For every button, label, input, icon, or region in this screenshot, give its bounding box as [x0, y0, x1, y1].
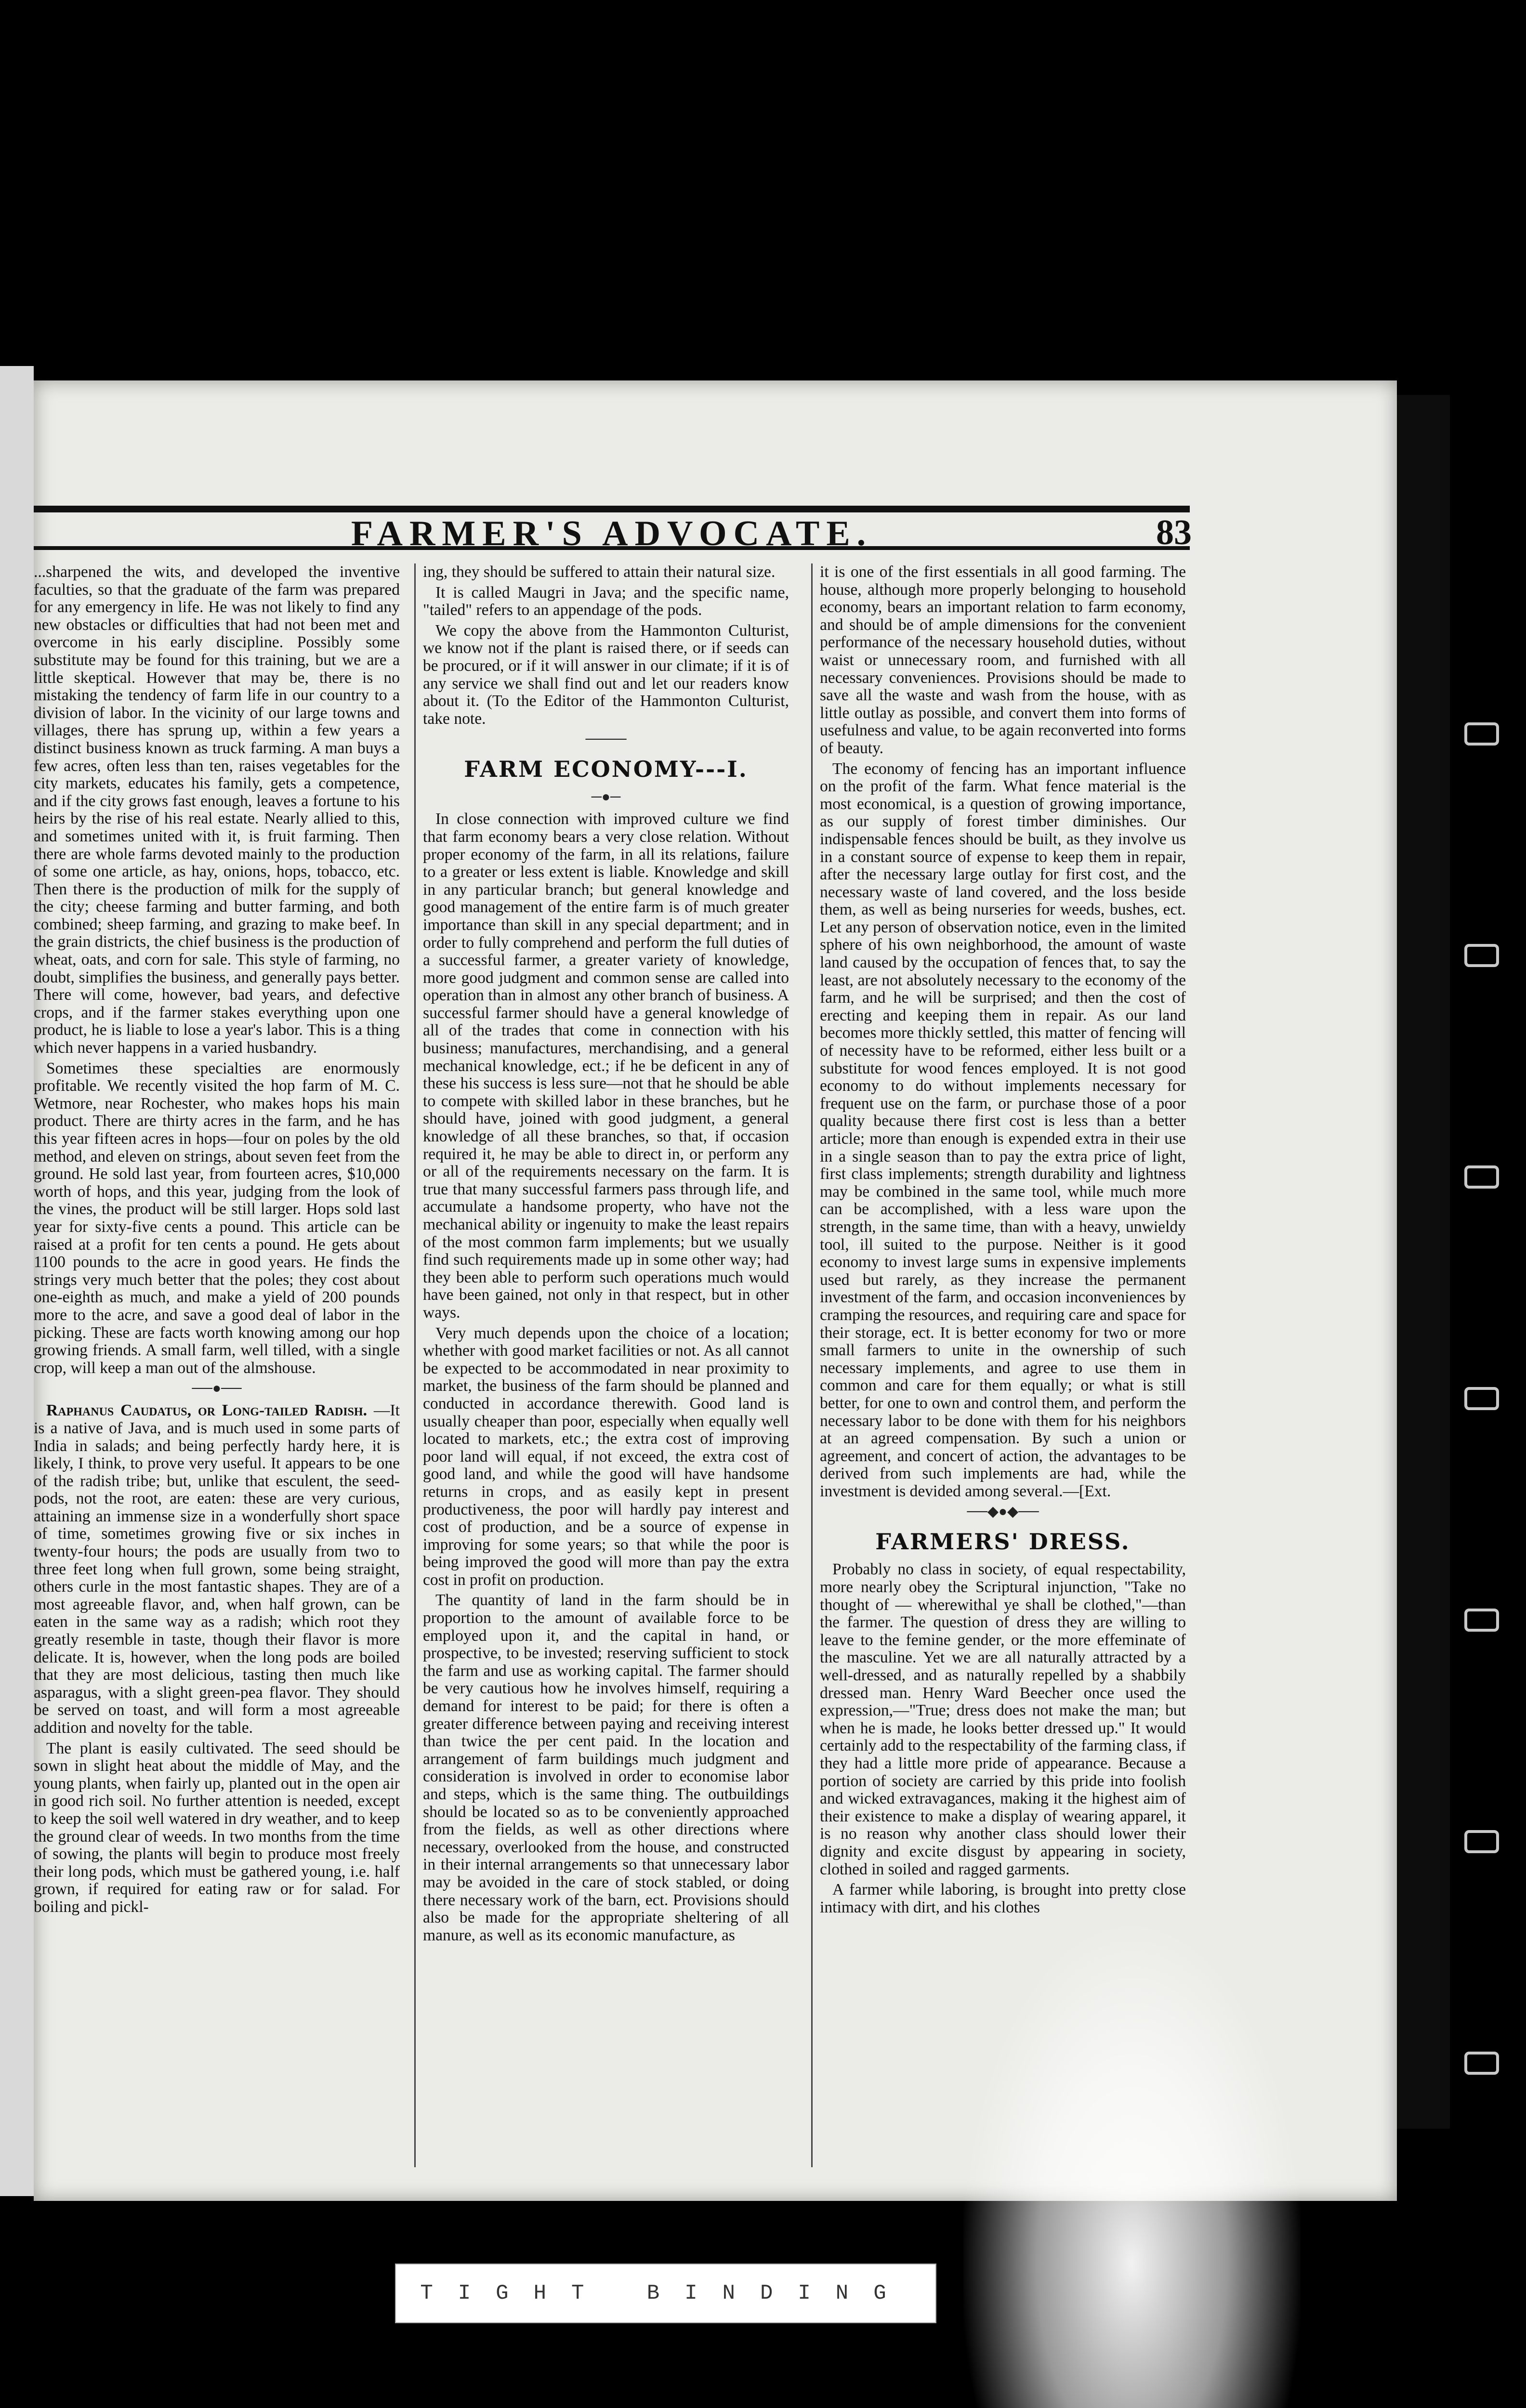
raphanus-headline: Raphanus Caudatus, or Long-tailed Radish. — [46, 1401, 367, 1420]
section-divider: ──── — [585, 731, 627, 747]
article-paragraph: Very much depends upon the choice of a location; whether with good market facilities or not. As all cannot be expected to be accommodated in near proximity to market, the business of the farm should be planned and conducted in accordance therewith. Good land is usually cheaper than poor, especially when equally well located to markets, etc.; the extra cost of improving poor land will equal, if not exceed, the extra cost of good land, and while the good will have handsome returns in crops, and as easily kept in present productiveness, the poor will hardly pay interest and cost of production, and be a source of expense in improving for some years; so that while the poor is being improved the good will more than pay the extra cost in profit on production. — [423, 1324, 789, 1589]
masthead-title: FARMER'S ADVOCATE. — [351, 514, 873, 553]
article-paragraph: We copy the above from the Hammonton Culturist, we know not if the plant is raised there, or if seeds can be procured, or if it will answer in our climate; if it is of any service we shall find out and let our readers know about it. (To the Editor of the Hammonton Culturist, take note. — [423, 621, 789, 728]
article-paragraph: In close connection with improved culture we find that farm economy bears a very close relation. Without proper economy of the farm, in all its relations, failure to a greater or less extent is liable. Knowledge and skill in any particular branch; but general knowledge and good management of the entire farm is of much greater importance than skill in any special department; and in order to fully comprehend and perform the full duties of a successful farmer, a greater variety of knowledge, more good judgment and common sense are called into operation than in almost any other branch of business. A successful farmer should have a general knowledge of all of the trades that come in connection with his business; manufactures, merchandising, and a general mechanical knowledge, ect.; if he be deficent in any of these his success is less sure—not that he should be able to compete with skilled labor in these branches, but he should have, joined with good judgment, a general knowledge of all these branches, so that, if occasion required it, he may be able to direct in, or perform any or all of the requirements necessary on the farm. It is true that many successful farmers pass through life, and accumulate a handsome property, who have not the mechanical ability or ingenuity to make the least repairs of the most common farm implements; but we usually find such requirements made up in some other way; had they been able to perform such operations much would have been gained, not only in that respect, but in other ways. — [423, 810, 789, 1322]
sprocket-hole — [1464, 1609, 1499, 1632]
article-column-1 — [34, 563, 400, 2167]
column-rule — [811, 563, 813, 2167]
article-paragraph: The economy of fencing has an important influence on the profit of the farm. What fence material is the most economical, is a question of growing importance, as our supply of forest timber diminishes. Our indispensable fences should be built, as they involve us in a constant source of expense to keep them in repair, after the necessary large outlay for first cost, and the necessary waste of land covered, and the loss beside them, as well as being nurseries for weeds, bushes, ect. Let any person of observation notice, even in the limited sphere of his own neighborhood, the amount of waste land caused by the occupation of fences that, to say the least, are not absolutely necessary to the economy of the farm, and he will be surprised; and then the cost of erecting and keeping them in repair. As our land becomes more thickly settled, this matter of fencing will of necessity have to be reformed, either less built or a substitute for wood fences employed. It is not good economy to do without implements necessary for frequent use on the farm, or purchase those of a poor quality because there first cost is less than a better article; more than enough is expended extra in their use in a single season than to pay the extra price of light, first class implements; strength durability and lightness may be combined in the same tool, while much more can be accomplished, with a less ware upon the strength, in the same time, than with a heavy, unwieldy tool, ill suited to the purpose. Neither is it good economy to invest large sums in expensive implements used but rarely, as they increase the permanent investment of the farm, and occasion inconveniences by cramping the resources, and requiring care and space for their storage, ect. It is better economy for two or more small farmers to unite in the ownership of such necessary implements, and agree to use them in common and care for them equally; or what is still better, for one to own and control them, and perform the necessary labor to be done with them for his neighbors at an agreed compensation. By such a union or agreement, and concert of action, the advantages to be derived from such implements are had, while the investment is devided among several.—[Ext. — [820, 759, 1186, 1500]
film-edge-left — [0, 366, 34, 2196]
section-divider: ──◆●◆── — [967, 1504, 1039, 1520]
article-paragraph: The plant is easily cultivated. The seed should be sown in slight heat about the middle of May, and the young plants, when fairly up, planted out in the open air in good rich soil. No further attention is needed, except to keep the soil well watered in dry weather, and to keep the ground clear of weeds. In two months from the time of sowing, the plants will begin to produce most freely their long pods, which must be gathered young, i.e. half grown, if required for eating raw or for salad. For boiling and pickl- — [34, 1739, 400, 1916]
page-header — [34, 506, 1192, 553]
farm-economy-headline: FARM ECONOMY---I. — [464, 756, 748, 783]
article-paragraph: The quantity of land in the farm should be in proportion to the amount of available force to be employed upon it, and the capital in hand, or prospective, to be invested; reserving sufficient to stock the farm and use as working capital. The farmer should be very cautious how he involves himself, requiring a demand for interest to be paid; for there is often a greater difference between paying and receiving interest than twice the per cent paid. In the location and arrangement of farm buildings much judgment and consideration is involved in order to economise labor and steps, which is the same thing. The outbuildings should be located so as to be conveniently approached from the fields, as well as other directions where necessary, overlooked from the house, and constructed in their internal arrangements so that unnecessary labor may be avoided in the care of stock stabled, or doing there necessary work of the barn, ect. Provisions should also be made for the appropriate sheltering of all manure, as well as its economic manufacture, as — [423, 1591, 789, 1944]
article-paragraph: it is one of the first essentials in all good farming. The house, although more properly belonging to household economy, bears an important relation to farm economy, and should be of ample dimensions for the convenient performance of the necessary household duties, without waist or unnecessary room, and furnished with all necessary conveniences. Provisions should be made to save all the waste and wash from the house, with as little outlay as possible, and convert them into forms of usefulness and value, to be again reconverted into forms of beauty. — [820, 563, 1186, 757]
article-paragraph: Sometimes these specialties are enormously profitable. We recently visited the hop farm of M. C. Wetmore, near Rochester, who makes hops his main product. There are thirty acres in the farm, and he has this year fifteen acres in hops—four on poles by the old method, and eleven on strings, about seven feet from the ground. He sold last year, from fourteen acres, $10,000 worth of hops, and this year, judging from the look of the vines, the product will be still larger. Hops sold last year for sixty-five cents a pound. This article can be raised at a profit for ten cents a pound. He gets about 1100 pounds to the acre in good years. He finds the strings very much better that the poles; they cost about one-eighth as much, and make a yield of 200 pounds more to the acre, and save a good deal of labor in the picking. These are facts worth knowing among our hop growing friends. A small farm, well tilled, with a single crop, will keep a man out of the almshouse. — [34, 1059, 400, 1377]
article-paragraph: A farmer while laboring, is brought into pretty close intimacy with dirt, and his clothes — [820, 1881, 1186, 1916]
section-divider: ─●─ — [591, 789, 621, 805]
farmers-dress-headline: FARMERS' DRESS. — [875, 1529, 1131, 1555]
article-paragraph: It is called Maugri in Java; and the specific name, "tailed" refers to an appendage of the pods. — [423, 583, 789, 619]
tight-binding-label: TIGHT BINDING — [395, 2264, 936, 2323]
film-sprocket-holes — [1464, 722, 1508, 2264]
scan-glare — [963, 1926, 1301, 2408]
section-divider: ──●── — [192, 1380, 242, 1397]
article-paragraph: ...sharpened the wits, and developed the inventive faculties, so that the graduate of the farm was prepared for any emergency in life. He was not likely to find any new obstacles or difficulties that had not been met and overcome in his early discipline. Possibly some substitute may be found for this training, but we are a little skeptical. However that may be, there is no mistaking the tendency of farm life in our country to a division of labor. In the vicinity of our large towns and villages, there has sprung up, within a few years a distinct business known as truck farming. A man buys a few acres, often less than ten, raises vegetables for the city markets, educates his family, gets a competence, and if the city grows fast enough, leaves a fortune to his heirs by the rise of his real estate. Nearly allied to this, and sometimes united with it, is fruit farming. Then there are whole farms devoted mainly to the production of some one article, as hay, onions, hops, tobacco, etc. Then there is the production of milk for the supply of the city; cheese farming and butter farming, and both combined; sheep farming, and grazing to make beef. In the grain districts, the chief business is the production of wheat, oats, and corn for sale. This style of farming, no doubt, simplifies the business, and generally pays better. There will come, however, bad years, and defective crops, and if the farmer stakes everything upon one product, he is liable to lose a year's labor. This is a thing which never happens in a varied husbandry. — [34, 563, 400, 1057]
sprocket-hole — [1464, 1165, 1499, 1189]
page-number: 83 — [1156, 513, 1192, 552]
article-paragraph: —It is a native of Java, and is much used in some parts of India in salads; and being perfectly hardy here, it is likely, I think, to prove very useful. It appears to be one of the radish tribe; but, unlike that esculent, the seed-pods, not the root, are eaten: these are very curious, attaining an immense size in a wonderfully short space of time, sometimes growing five or six inches in twenty-four hours; the pods are usually from two to three feet long when full grown, some being straight, others curle in the most fantastic shapes. They are of a most agreeable flavor, and, when half grown, can be eaten in the same way as a radish; which root they greatly resemble in taste, though their flavor is more delicate. It is, however, when the long pods are boiled that they are most delicious, tasting then much like asparagus, with a slight green-pea flavor. They should be served on toast, and will form a most agreeable addition and novelty for the table. — [34, 1401, 400, 1737]
sprocket-hole — [1464, 722, 1499, 746]
article-paragraph: ing, they should be suffered to attain their natural size. — [423, 563, 776, 581]
sprocket-hole — [1464, 1830, 1499, 1853]
sprocket-hole — [1464, 2052, 1499, 2075]
article-column-2 — [423, 563, 789, 2167]
raphanus-article — [34, 1402, 400, 1737]
sprocket-hole — [1464, 944, 1499, 967]
column-rule — [414, 563, 416, 2167]
article-paragraph: Probably no class in society, of equal respectability, more nearly obey the Scriptural injunction, "Take no thought of — wherewithal ye shall be clothed,"—than the farmer. The question of dress they are willing to leave to the femine gender, or the more effeminate of the masculine. Yet we are all naturally attracted by a well-dressed, and as naturally repelled by a shabbily dressed man. Henry Ward Beecher once used the expression,—"True; dress does not make the man; but when he is made, he looks better dressed up." It would certainly add to the respectability of the farming class, if they had a little more pride of appearance. Because a portion of society are carried by this pride into foolish and wicked extravagances, making it the highest aim of their existence to make a display of wearing apparel, it is no reason why another class should lower their dignity and excite disgust by appearing in society, clothed in soiled and ragged garments. — [820, 1560, 1186, 1878]
sprocket-hole — [1464, 1387, 1499, 1410]
